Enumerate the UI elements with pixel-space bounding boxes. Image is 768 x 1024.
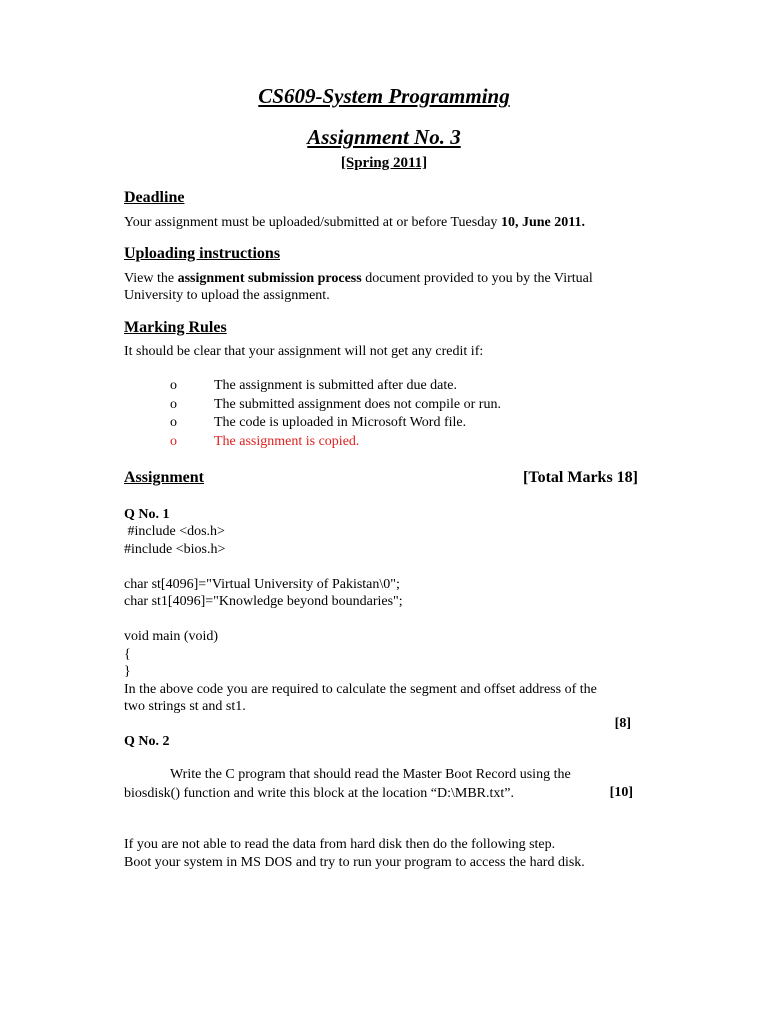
marking-intro: It should be clear that your assignment will not get any credit if: — [124, 344, 484, 359]
uploading-heading: Uploading instructions — [124, 245, 281, 262]
code-line: #include <dos.h> — [124, 524, 225, 539]
marking-heading: Marking Rules — [124, 319, 227, 336]
q2-marks: [10] — [609, 785, 633, 800]
rule-item: The assignment is submitted after due date. — [214, 378, 457, 393]
course-title: CS609-System Programming — [258, 84, 510, 108]
rule-bullet: o — [170, 415, 177, 430]
uploading-line-1-suffix: document provided to you by the Virtual — [361, 271, 593, 286]
deadline-heading: Deadline — [124, 189, 185, 206]
rule-item: The submitted assignment does not compile or run. — [214, 397, 501, 412]
total-marks: [Total Marks 18] — [523, 469, 638, 486]
q1-label: Q No. 1 — [124, 507, 170, 522]
code-line: char st1[4096]="Knowledge beyond boundaries"; — [124, 594, 403, 609]
rule-item: The code is uploaded in Microsoft Word file. — [214, 415, 467, 430]
deadline-text — [124, 214, 585, 231]
assignment-heading: Assignment — [124, 469, 205, 486]
q1-text-line-1: In the above code you are required to calculate the segment and offset address of the — [124, 682, 597, 697]
uploading-line-1-bold: assignment submission process — [177, 271, 362, 286]
uploading-line-2: University to upload the assignment. — [124, 288, 330, 303]
rule-bullet: o — [170, 434, 177, 449]
uploading-line-1-prefix: View the — [124, 271, 178, 286]
q1-marks: [8] — [614, 716, 631, 731]
code-line: void main (void) — [124, 629, 219, 644]
code-line: char st[4096]="Virtual University of Pakistan\0"; — [124, 577, 400, 592]
rule-item-highlighted: The assignment is copied. — [214, 434, 360, 449]
rule-bullet: o — [170, 378, 177, 393]
q2-label: Q No. 2 — [124, 734, 170, 749]
uploading-line-1 — [124, 270, 593, 287]
code-line: } — [124, 664, 131, 679]
deadline-date: 10, June 2011. — [500, 215, 585, 230]
semester-label: [Spring 2011] — [340, 155, 428, 171]
rule-bullet: o — [170, 397, 177, 412]
q2-note-2: Boot your system in MS DOS and try to run your program to access the hard disk. — [124, 855, 585, 870]
q2-line-2: biosdisk() function and write this block at the location “D:\MBR.txt”. — [124, 786, 514, 801]
q2-note-1: If you are not able to read the data from hard disk then do the following step. — [124, 837, 556, 852]
deadline-text-prefix: Your assignment must be uploaded/submitted at or before Tuesday — [124, 215, 501, 230]
assignment-title: Assignment No. 3 — [307, 125, 461, 149]
code-line: { — [124, 647, 131, 662]
q2-line-1: Write the C program that should read the Master Boot Record using the — [170, 767, 571, 782]
q1-text-line-2: two strings st and st1. — [124, 699, 246, 714]
code-line: #include <bios.h> — [124, 542, 226, 557]
